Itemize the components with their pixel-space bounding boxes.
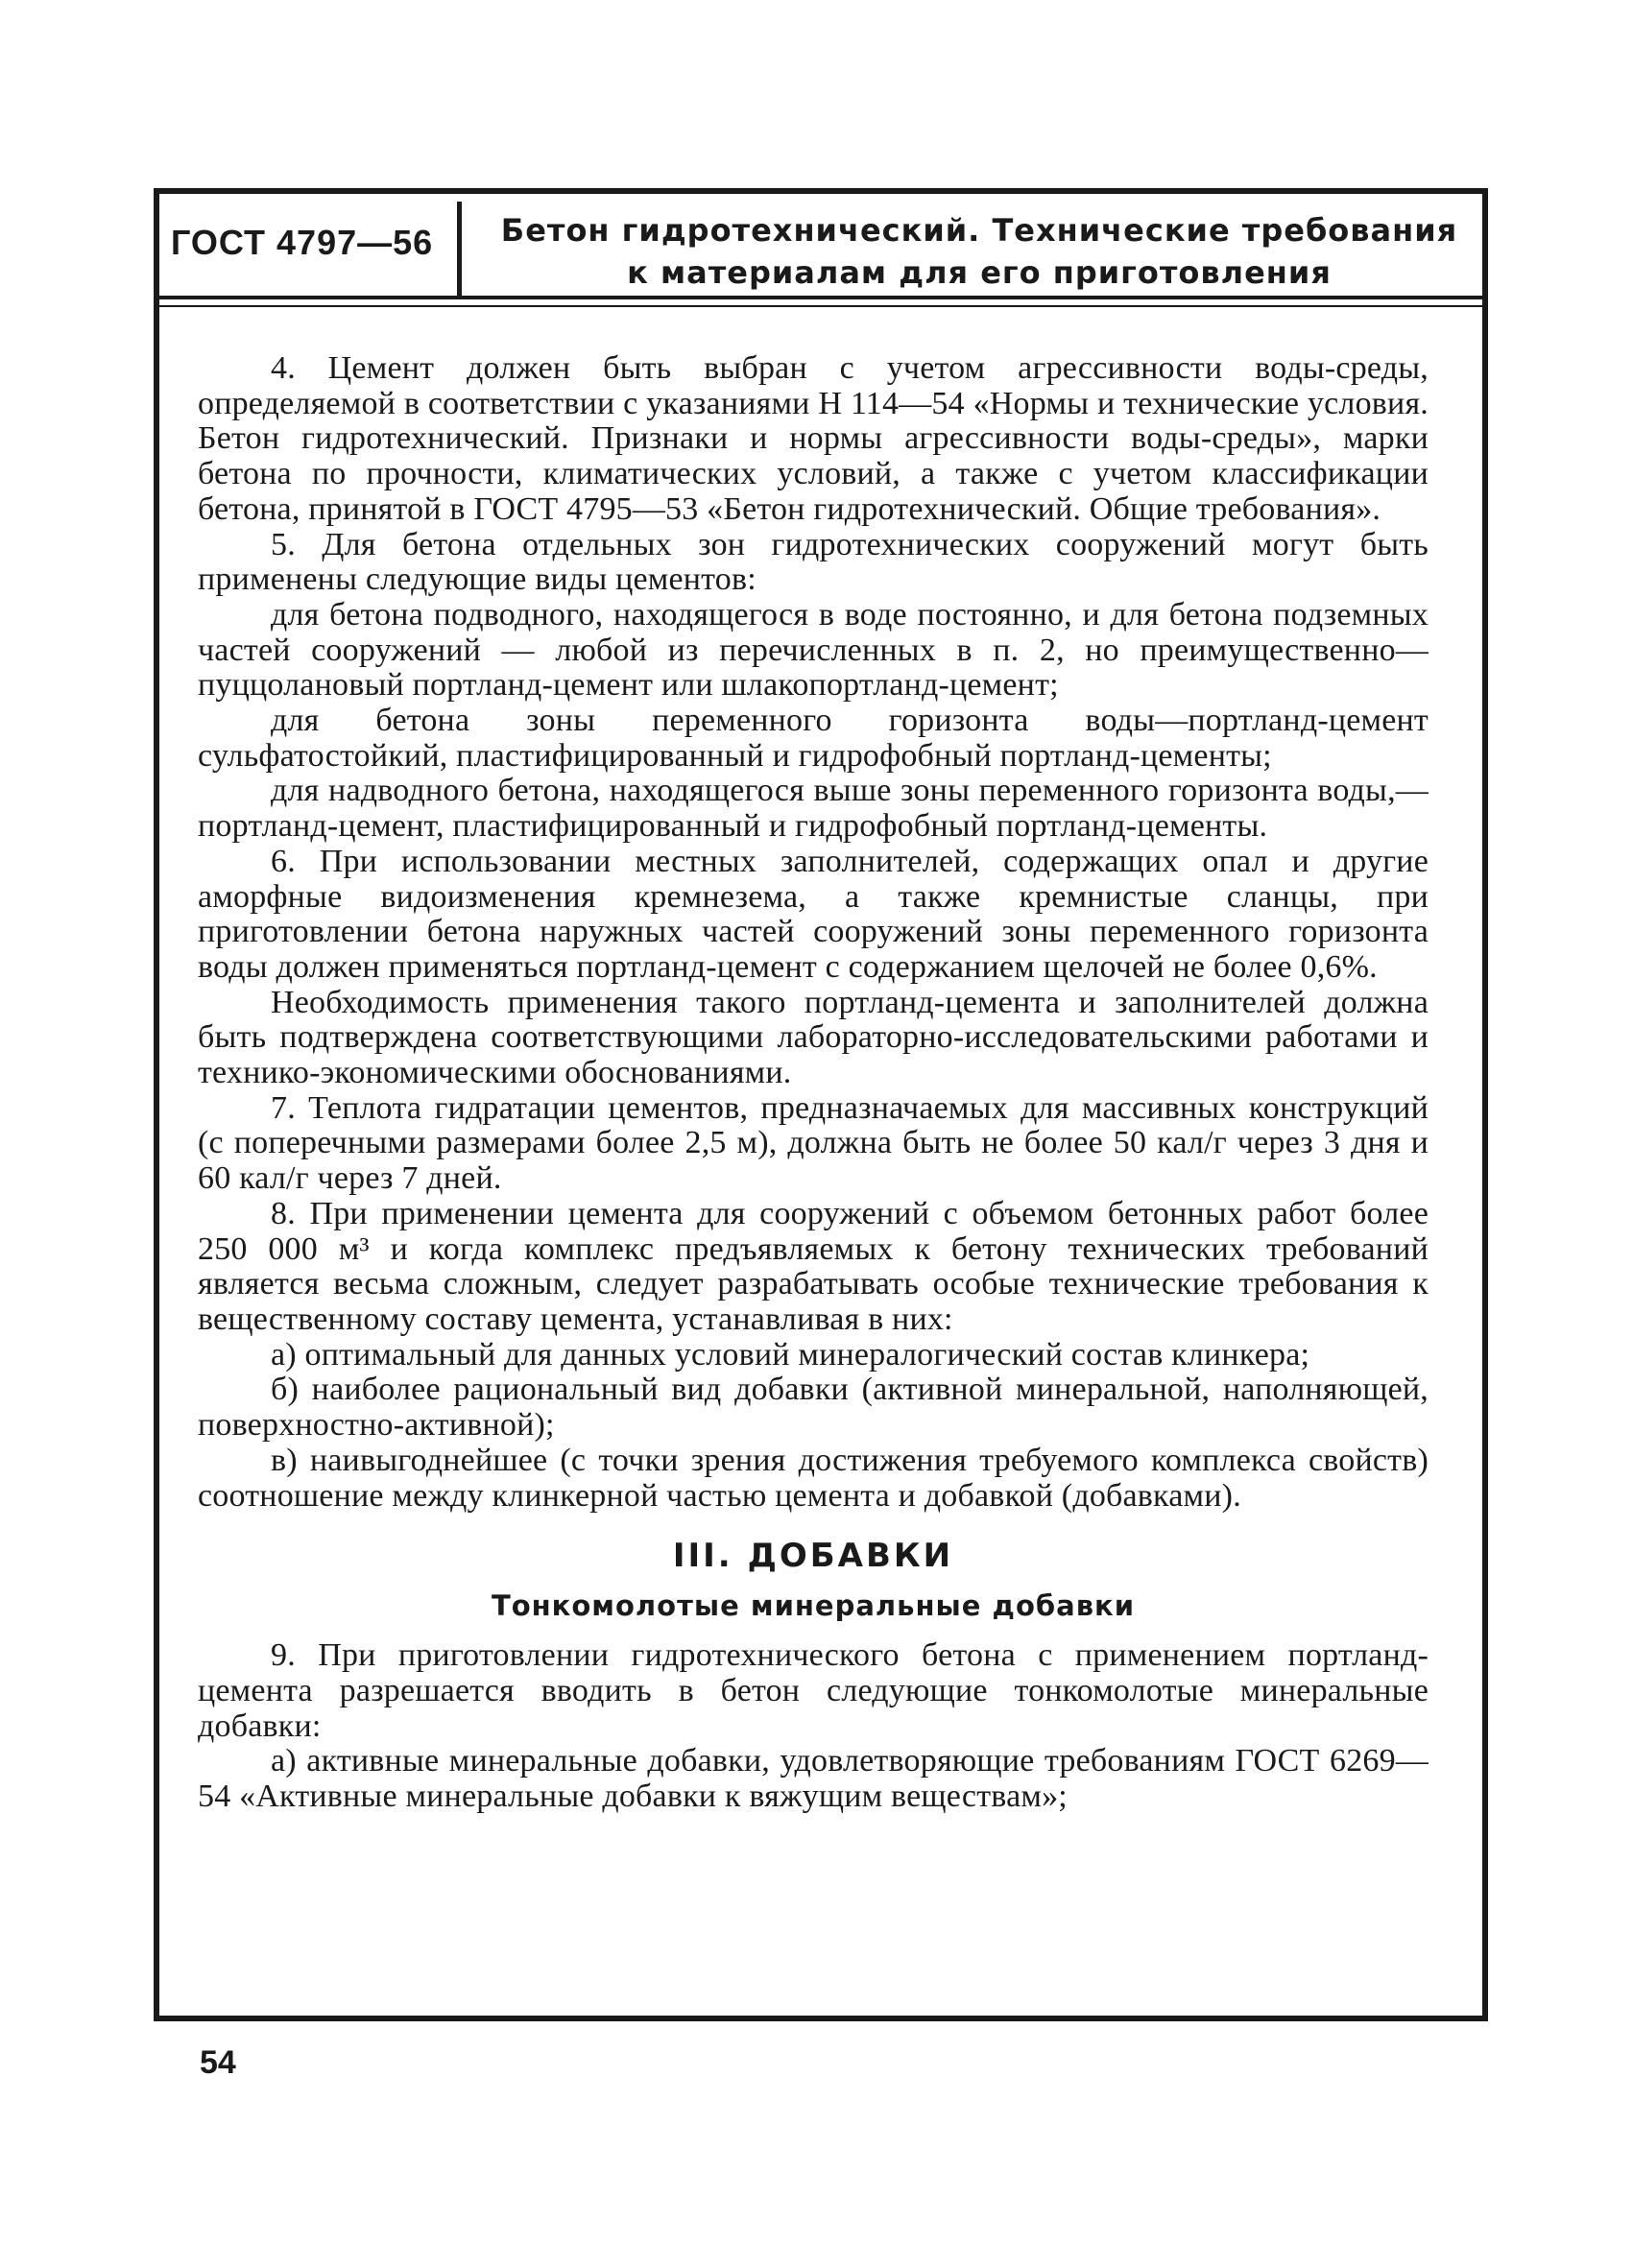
page-number: 54: [200, 2044, 236, 2081]
document-title-line-2: к материалам для его приготовления: [627, 254, 1332, 291]
header-rule-thin: [159, 305, 1482, 307]
frame-right-border: [1482, 188, 1488, 2021]
paragraph-9-item-a: а) активные минеральные добавки, удовлетворяющие требованиям ГОСТ 6269—54 «Активные минеральные добавки к вяжущим веществам»;: [198, 1743, 1429, 1815]
paragraph-8-item-b: б) наиболее рациональный вид добавки (активной минеральной, наполняющей, поверхностно-активной);: [198, 1372, 1429, 1444]
paragraph-5-item-underwater: для бетона подводного, находящегося в воде постоянно, и для бетона подземных частей сооружений — любой из перечисленных в п. 2, но преимущественно—пуццолановый портланд-цемент или шлакопортланд-цемент;: [198, 596, 1429, 704]
paragraph-6-note: Необходимость применения такого портланд-цемента и заполнителей должна быть подтверждена соответствующими лабораторно-исследовательскими работами и технико-экономическими обоснованиями.: [198, 984, 1429, 1091]
paragraph-5-item-variable-zone: для бетона зоны переменного горизонта воды—портланд-цемент сульфатостойкий, пластифицированный и гидрофобный портланд-цементы;: [198, 703, 1429, 774]
paragraph-9: 9. При приготовлении гидротехнического бетона с применением портланд-цемента разрешается вводить в бетон следующие тонкомолотые минеральные добавки:: [198, 1637, 1429, 1744]
frame-left-border: [154, 188, 159, 2021]
paragraph-8: 8. При применении цемента для сооружений с объемом бетонных работ более 250 000 м³ и когда комплекс предъявляемых к бетону технических требований является весьма сложным, следует разрабатывать особые технические требования к вещественному составу цемента, устанавливая в них:: [198, 1195, 1429, 1337]
paragraph-4: 4. Цемент должен быть выбран с учетом агрессивности воды-среды, определяемой в соответствии с указаниями Н 114—54 «Нормы и технические условия. Бетон гидротехнический. Признаки и нормы агрессивности воды-среды», марки бетона по прочности, климатических условий, а также с учетом классификации бетона, принятой в ГОСТ 4795—53 «Бетон гидротехнический. Общие требования».: [198, 350, 1429, 527]
section-title: III. ДОБАВКИ: [672, 1537, 954, 1576]
paragraph-5: 5. Для бетона отдельных зон гидротехнических сооружений могут быть применены следующие виды цементов:: [198, 526, 1429, 598]
frame-bottom-border: [154, 2016, 1488, 2021]
header-rule: [159, 296, 1482, 299]
subsection-title: Тонкомолотые минеральные добавки: [491, 1589, 1136, 1623]
document-body: [198, 351, 1429, 1815]
paragraph-5-item-above-water: для надводного бетона, находящегося выше зоны переменного горизонта воды,—портланд-цемент, пластифицированный и гидрофобный портланд-цементы.: [198, 773, 1429, 845]
paragraph-7: 7. Теплота гидратации цементов, предназначаемых для массивных конструкций (с поперечными размерами более 2,5 м), должна быть не более 50 кал/г через 3 дня и 60 кал/г через 7 дней.: [198, 1089, 1429, 1197]
header-divider: [457, 202, 462, 298]
document-title: [480, 209, 1478, 294]
document-title-line-1: Бетон гидротехнический. Технические требования: [500, 212, 1458, 249]
frame-top-border: [154, 188, 1488, 194]
paragraph-6: 6. При использовании местных заполнителей, содержащих опал и другие аморфные видоизменения кремнезема, а также кремнистые сланцы, при приготовлении бетона наружных частей сооружений зоны переменного горизонта воды должен применяться портланд-цемент с содержанием щелочей не более 0,6%.: [198, 843, 1429, 985]
gost-code: ГОСТ 4797—56: [171, 223, 434, 262]
paragraph-8-item-c: в) наивыгоднейшее (с точки зрения достижения требуемого комплекса свойств) соотношение между клинкерной частью цемента и добавкой (добавками).: [198, 1442, 1429, 1514]
paragraph-8-item-a: а) оптимальный для данных условий минералогический состав клинкера;: [271, 1336, 1310, 1373]
